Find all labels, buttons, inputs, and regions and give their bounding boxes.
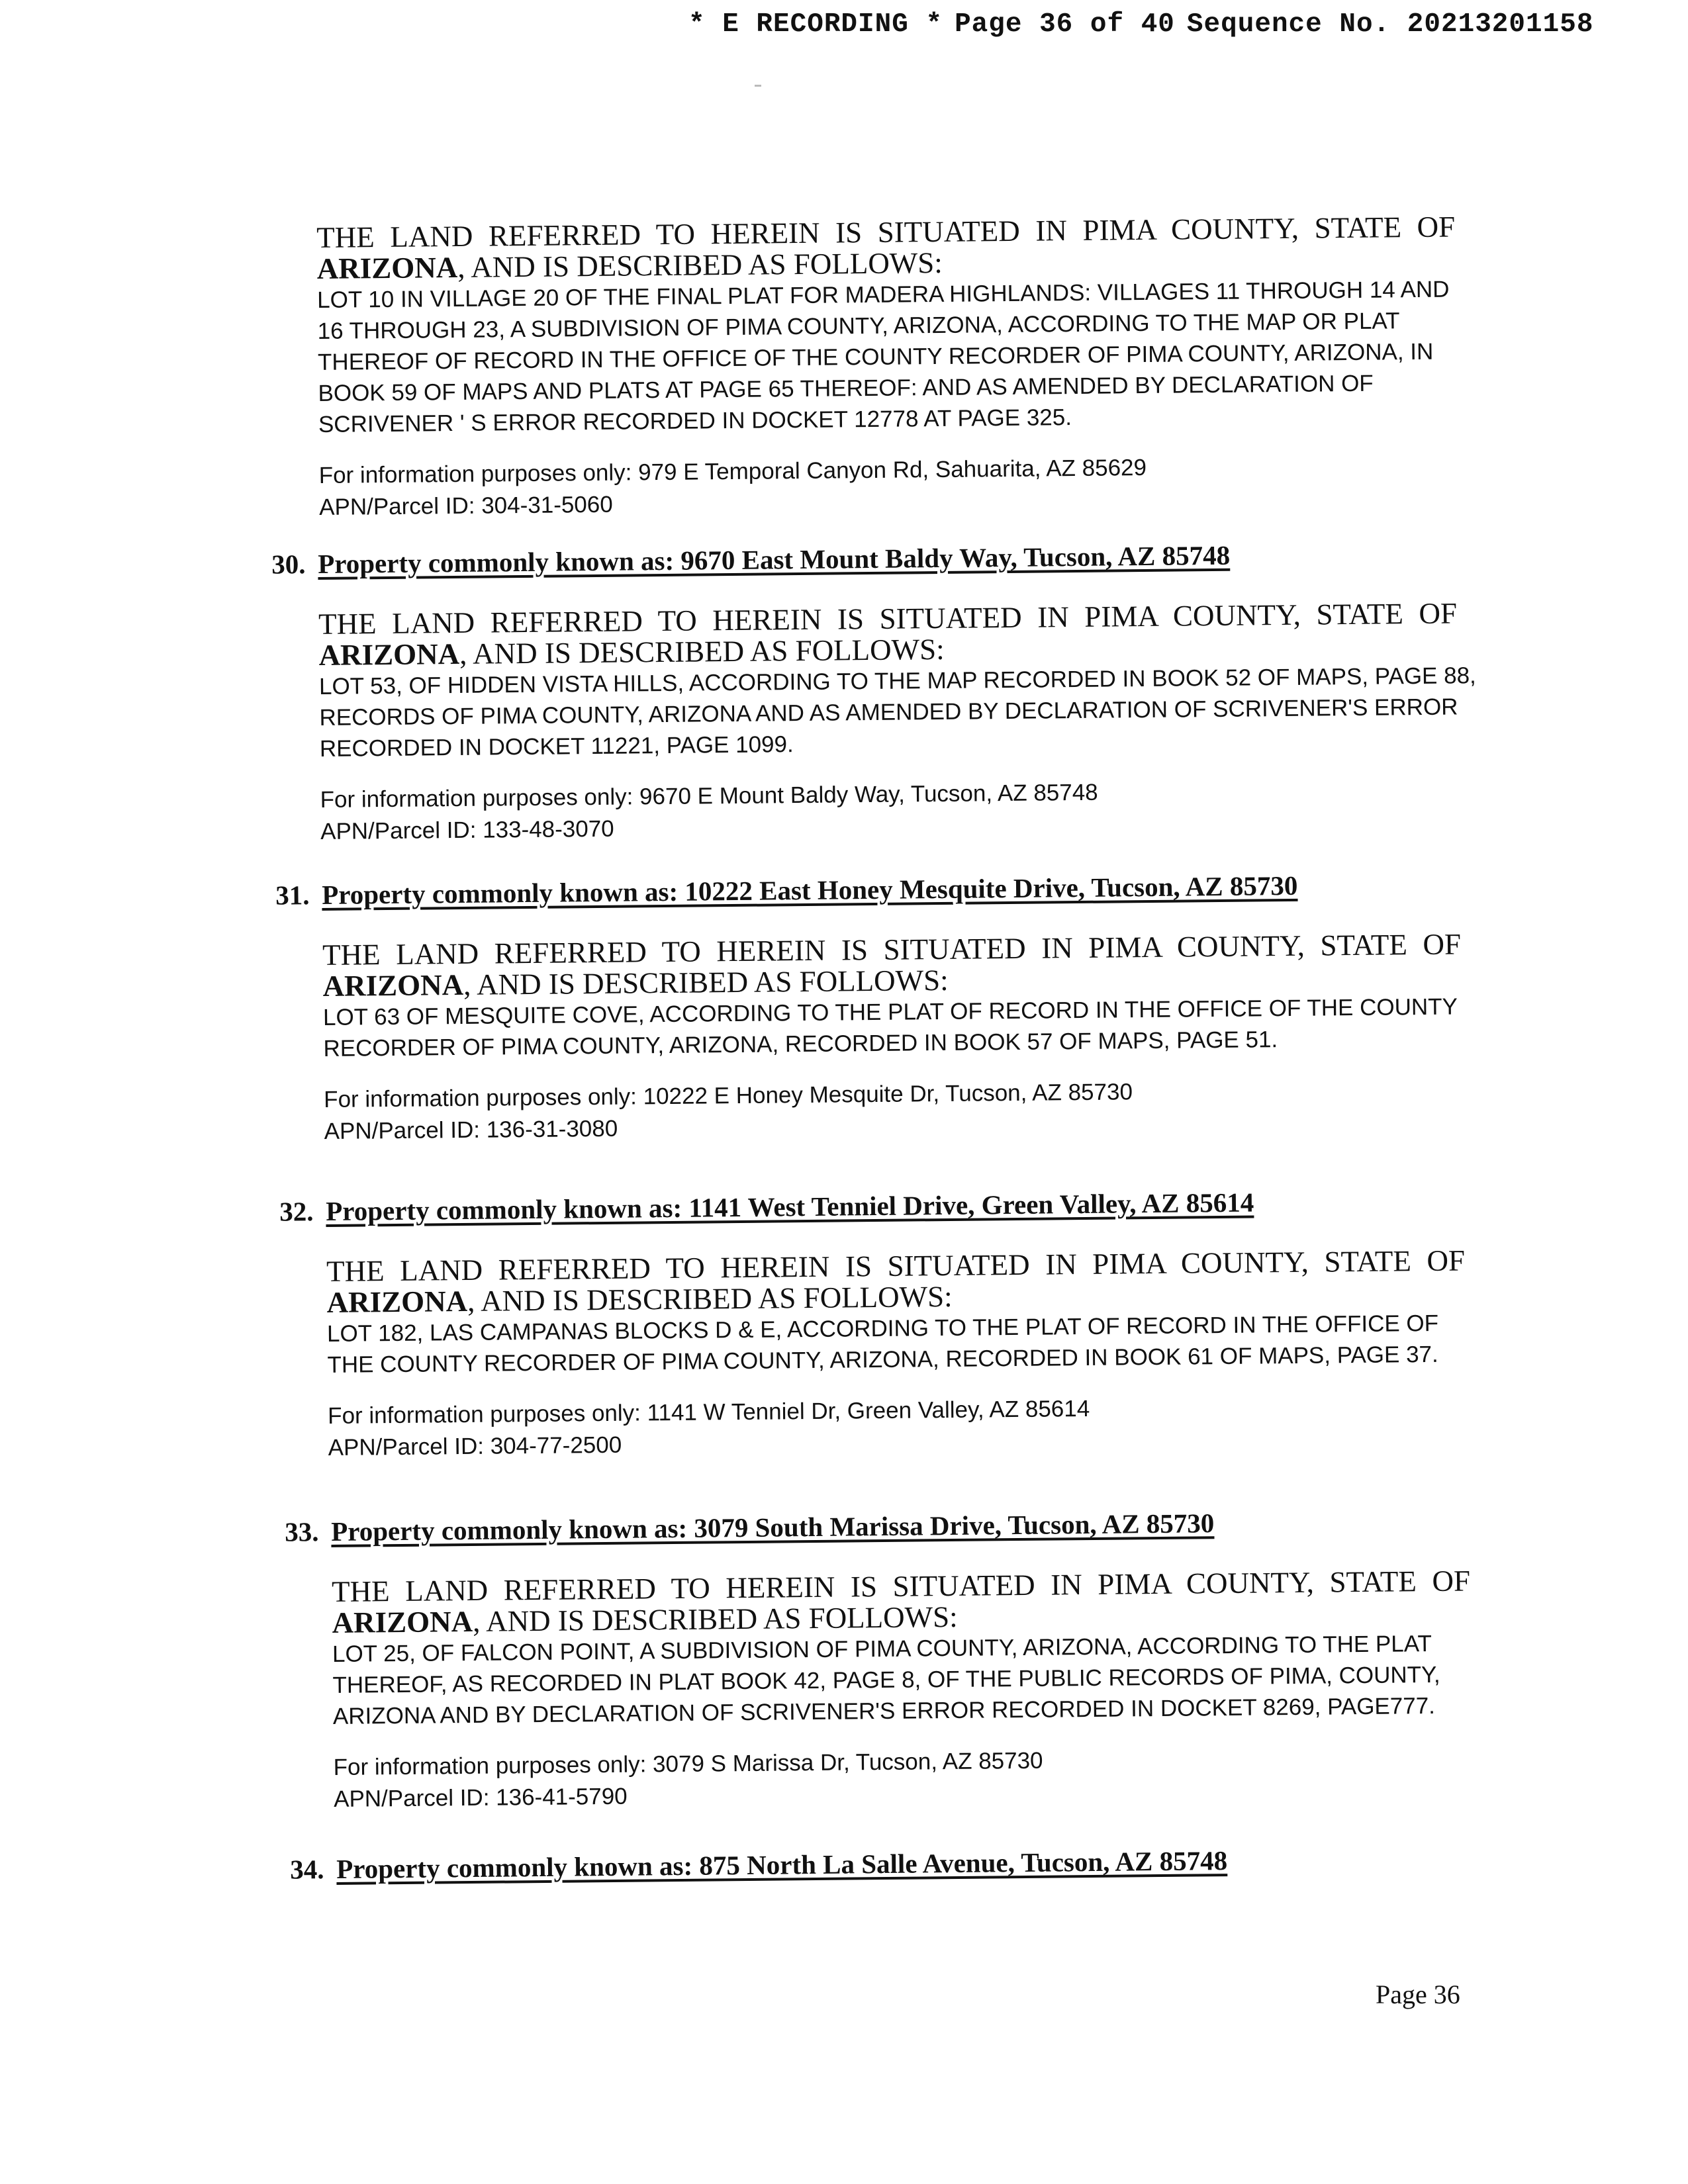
info-address: For information purposes only: 1141 W Tenniel Dr, Green Valley, AZ 85614 [328,1395,1090,1429]
info-address: For information purposes only: 9670 E Mount Baldy Way, Tucson, AZ 85748 [320,779,1098,813]
recording-stamp [688,9,1605,40]
situated-statement: THE LAND REFERRED TO HEREIN IS SITUATED IN PIMA COUNTY, STATE OF [326,1244,1466,1288]
property-address-heading: Property commonly known as: 9670 East Mount Baldy Way, Tucson, AZ 85748 [318,539,1231,579]
state-name: ARIZONA [316,250,458,285]
described-as: , AND IS DESCRIBED AS FOLLOWS: [457,246,943,284]
apn-parcel-id: APN/Parcel ID: 304-77-2500 [328,1432,622,1461]
item-number: 33. [285,1516,319,1547]
item-number: 31. [275,880,310,911]
page-number: Page 36 [1376,1979,1460,2009]
legal-description: LOT 10 IN VILLAGE 20 OF THE FINAL PLAT FOR MADERA HIGHLANDS: VILLAGES 11 THROUGH 14 AND 16 THROUGH 23, A SUBDIVISION OF PIMA COUNTY, ARIZONA, ACCORDING TO THE MAP OR PLAT THEREOF OF RECORD IN THE OFFICE OF THE COUNTY RECORDER OF PIMA COUNTY, ARIZONA, IN BOOK 59 OF MAPS AND PLATS AT PAGE 65 THEREOF: AND AS AMENDED BY DECLARATION OF SCRIVENER ' S ERROR RECORDED IN DOCKET 12778 AT PAGE 325. [316,276,1450,437]
property-address-heading: Property commonly known as: 10222 East Honey Mesquite Drive, Tucson, AZ 85730 [322,870,1298,910]
state-name: ARIZONA [322,968,464,1003]
apn-parcel-id: APN/Parcel ID: 133-48-3070 [320,815,614,844]
situated-statement: THE LAND REFERRED TO HEREIN IS SITUATED IN PIMA COUNTY, STATE OF [316,210,1456,254]
property-block-34 [290,1841,1581,1911]
situated-statement: THE LAND REFERRED TO HEREIN IS SITUATED IN PIMA COUNTY, STATE OF [318,596,1458,641]
described-as: , AND IS DESCRIBED AS FOLLOWS: [472,1600,958,1638]
item-number: 30. [271,549,306,580]
situated-statement: THE LAND REFERRED TO HEREIN IS SITUATED IN PIMA COUNTY, STATE OF [322,927,1462,972]
property-block-32 [279,1183,1573,1463]
property-block-33 [285,1504,1578,1815]
property-block-31 [275,867,1569,1147]
property-block-30 [271,536,1565,847]
described-as: , AND IS DESCRIBED AS FOLLOWS: [467,1279,953,1318]
property-address-heading: Property commonly known as: 1141 West Tenniel Drive, Green Valley, AZ 85614 [326,1187,1254,1226]
state-name: ARIZONA [318,637,460,672]
item-number: 32. [279,1196,314,1227]
property-heading [271,536,1562,580]
apn-parcel-id: APN/Parcel ID: 304-31-5060 [318,491,613,520]
property-address-heading: Property commonly known as: 3079 South Marissa Drive, Tucson, AZ 85730 [331,1508,1215,1547]
apn-parcel-id: APN/Parcel ID: 136-41-5790 [333,1783,628,1812]
property-heading [285,1504,1575,1548]
info-address: For information purposes only: 3079 S Marissa Dr, Tucson, AZ 85730 [333,1747,1043,1780]
state-name: ARIZONA [332,1604,473,1639]
property-block-29-continued [316,208,1564,523]
legal-description: LOT 53, OF HIDDEN VISTA HILLS, ACCORDING TO THE MAP RECORDED IN BOOK 52 OF MAPS, PAGE 88, RECORDS OF PIMA COUNTY, ARIZONA AND AS AMENDED BY DECLARATION OF SCRIVENER'S ERROR RECORDED IN DOCKET 11221, PAGE 1099. [318,662,1476,762]
scan-mark [755,85,761,87]
apn-parcel-id: APN/Parcel ID: 136-31-3080 [324,1115,618,1144]
info-address: For information purposes only: 10222 E Honey Mesquite Dr, Tucson, AZ 85730 [324,1079,1133,1113]
page-count: Page 36 of 40 [955,9,1175,40]
property-heading [290,1841,1581,1886]
item-number: 34. [290,1854,324,1885]
situated-statement: THE LAND REFERRED TO HEREIN IS SITUATED IN PIMA COUNTY, STATE OF [331,1564,1471,1608]
legal-description: LOT 63 OF MESQUITE COVE, ACCORDING TO THE PLAT OF RECORD IN THE OFFICE OF THE COUNTY RECORDER OF PIMA COUNTY, ARIZONA, RECORDED IN BOOK 57 OF MAPS, PAGE 51. [322,993,1458,1062]
recording-label: * E RECORDING * [688,9,943,40]
info-address: For information purposes only: 979 E Temporal Canyon Rd, Sahuarita, AZ 85629 [318,454,1147,488]
sequence-number: Sequence No. 20213201158 [1186,9,1594,40]
legal-description: LOT 182, LAS CAMPANAS BLOCKS D & E, ACCORDING TO THE PLAT OF RECORD IN THE OFFICE OF THE COUNTY RECORDER OF PIMA COUNTY, ARIZONA, RECORDED IN BOOK 61 OF MAPS, PAGE 37. [326,1310,1439,1378]
described-as: , AND IS DESCRIBED AS FOLLOWS: [459,632,945,670]
property-address-heading: Property commonly known as: 875 North La Salle Avenue, Tucson, AZ 85748 [336,1845,1228,1884]
state-name: ARIZONA [326,1284,468,1319]
legal-description: LOT 25, OF FALCON POINT, A SUBDIVISION OF PIMA COUNTY, ARIZONA, ACCORDING TO THE PLAT THEREOF, AS RECORDED IN PLAT BOOK 42, PAGE 8, OF THE PUBLIC RECORDS OF PIMA, COUNTY, ARIZONA AND BY DECLARATION OF SCRIVENER'S ERROR RECORDED IN DOCKET 8269, PAGE777. [332,1631,1440,1729]
property-heading [275,867,1566,911]
described-as: , AND IS DESCRIBED AS FOLLOWS: [463,963,949,1001]
property-heading [279,1183,1570,1228]
